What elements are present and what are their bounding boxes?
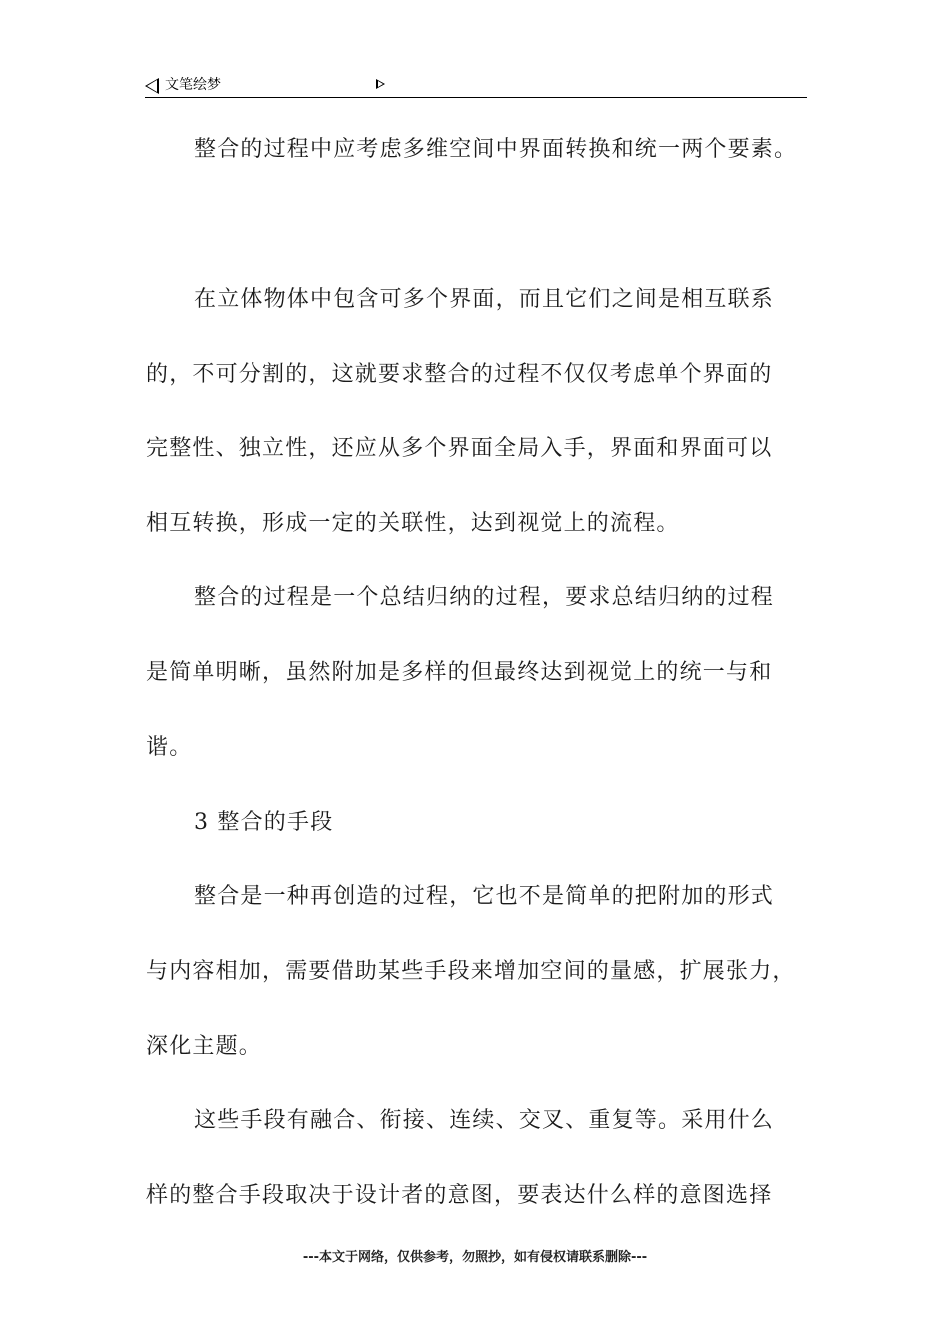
- text-line: 完整性、独立性，还应从多个界面全局入手，界面和界面可以: [146, 436, 773, 461]
- text-line: 在立体物体中包含可多个界面，而且它们之间是相互联系: [194, 287, 775, 312]
- text-line: 样的整合手段取决于设计者的意图，要表达什么样的意图选择: [146, 1183, 773, 1208]
- text-line: 这些手段有融合、衔接、连续、交叉、重复等。采用什么: [194, 1108, 775, 1133]
- triangle-left-icon: [145, 78, 159, 94]
- text-line: 深化主题。: [146, 1034, 263, 1059]
- text-line: 的，不可分割的，这就要求整合的过程不仅仅考虑单个界面的: [146, 362, 773, 387]
- header-divider: [145, 97, 807, 98]
- header-brand: 文笔绘梦: [165, 77, 221, 93]
- page-header: [145, 74, 807, 98]
- triangle-right-icon: [376, 79, 385, 89]
- footer-notice: ---本文于网络，仅供参考，勿照抄，如有侵权请联系删除---: [302, 1250, 648, 1265]
- text-line: 与内容相加，需要借助某些手段来增加空间的量感，扩展张力，: [146, 959, 796, 984]
- text-line: 整合的过程是一个总结归纳的过程，要求总结归纳的过程: [194, 585, 775, 610]
- text-line: 整合的过程中应考虑多维空间中界面转换和统一两个要素。: [194, 137, 798, 162]
- section-heading: 3 整合的手段: [194, 810, 334, 835]
- text-line: 相互转换，形成一定的关联性，达到视觉上的流程。: [146, 511, 680, 536]
- text-line: 是简单明晰，虽然附加是多样的但最终达到视觉上的统一与和: [146, 660, 773, 685]
- text-line: 整合是一种再创造的过程，它也不是简单的把附加的形式: [194, 884, 775, 909]
- text-line: 谐。: [146, 735, 193, 760]
